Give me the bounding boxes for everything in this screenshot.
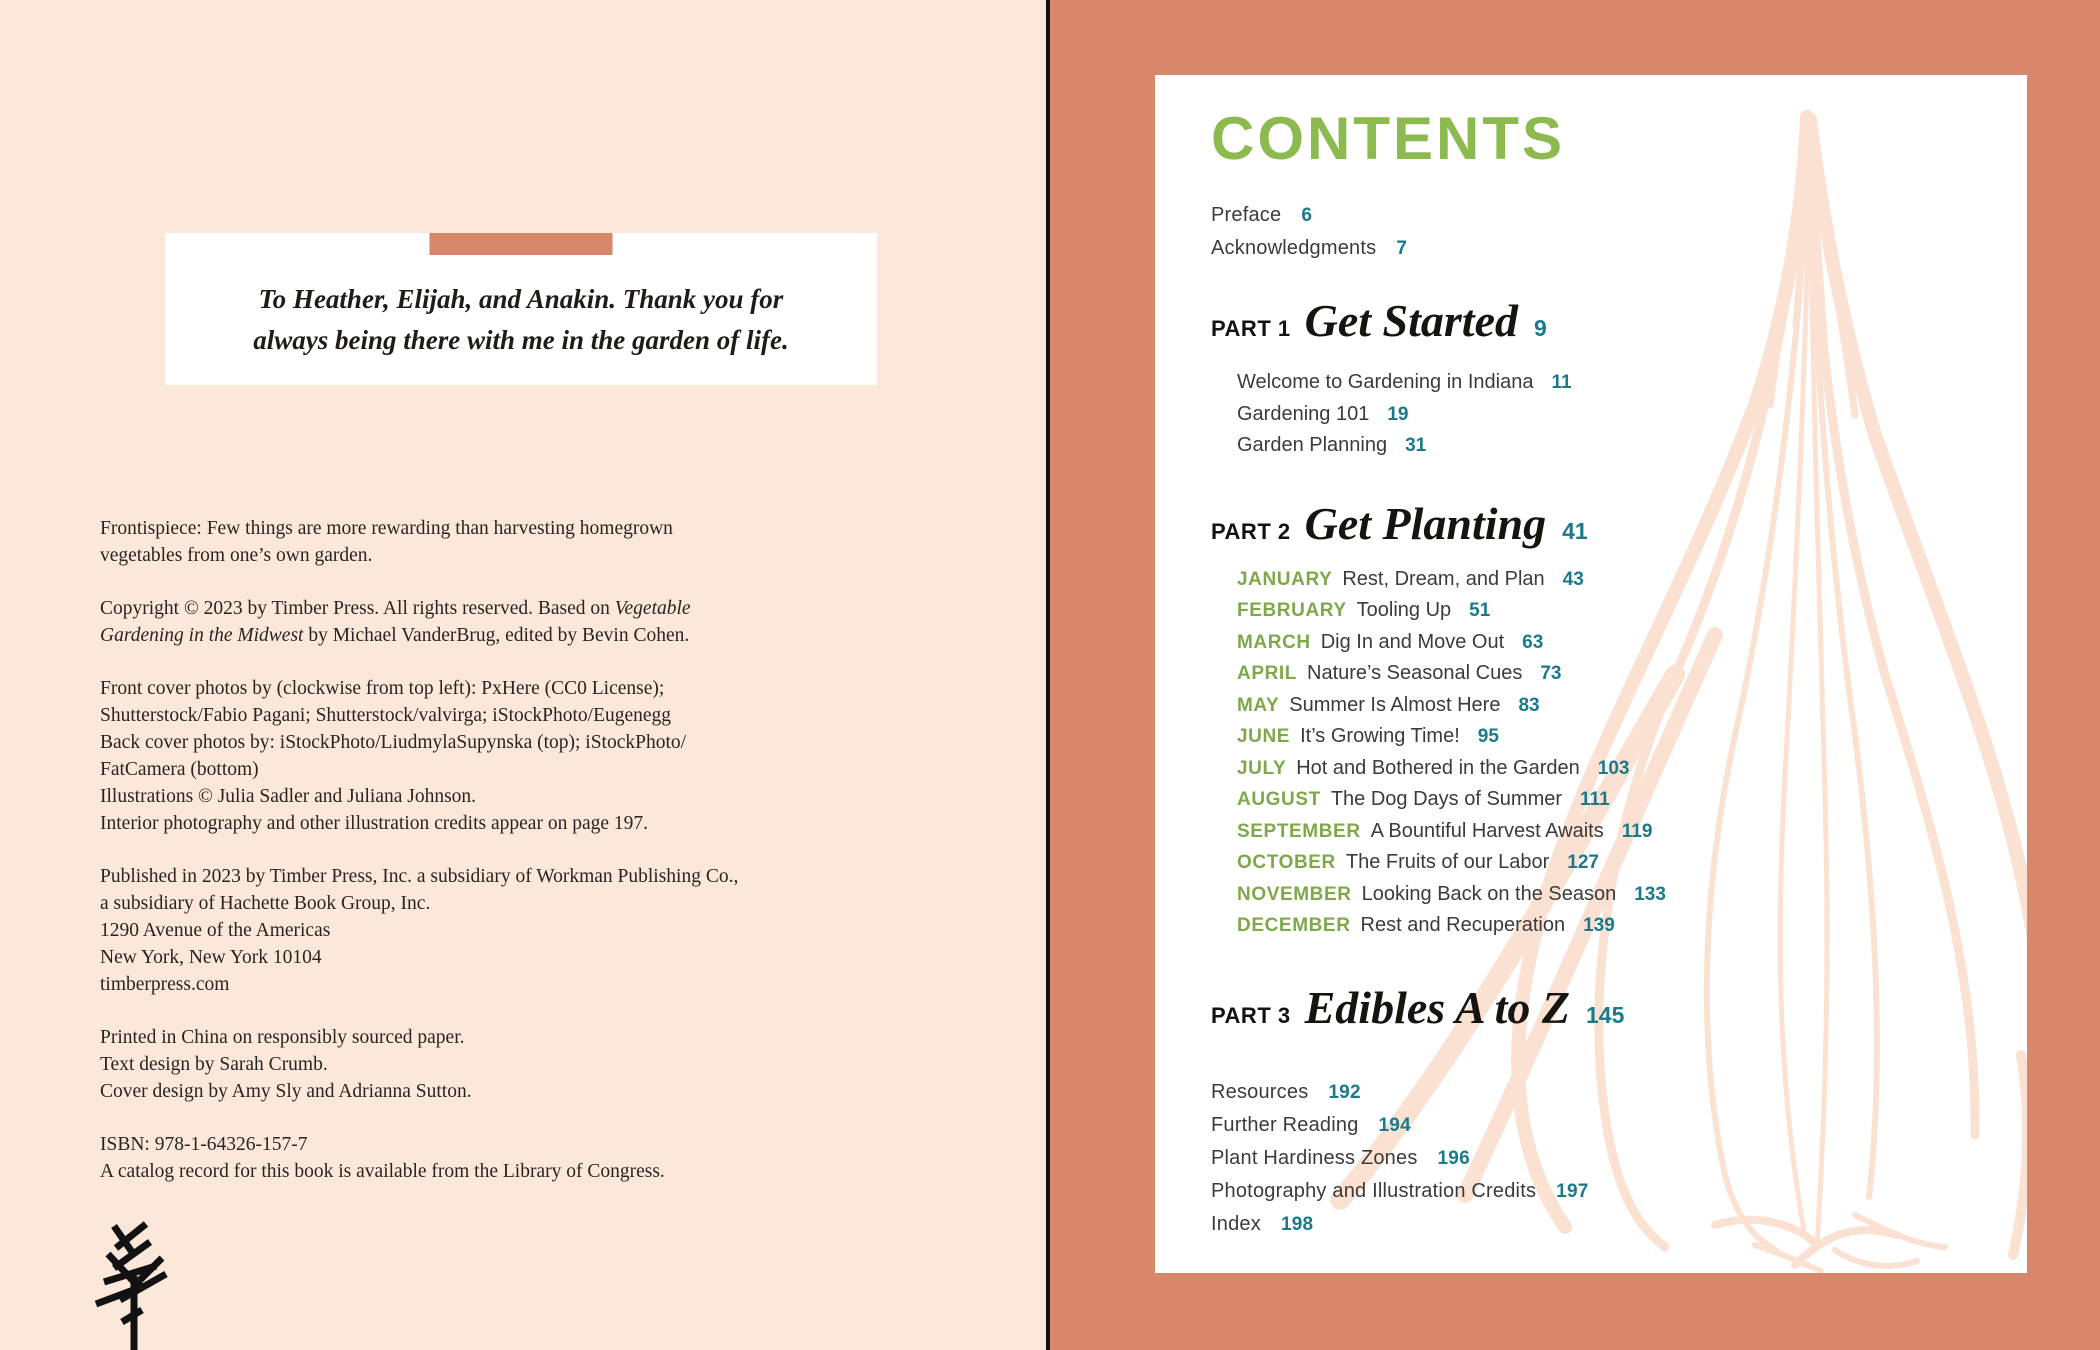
toc-entry-page: 133: [1634, 883, 1666, 905]
toc-entry: [1237, 399, 1991, 431]
toc-entry: [1237, 816, 1991, 848]
toc-entry: [1237, 367, 1991, 399]
toc-entry-label: Tooling Up: [1356, 599, 1452, 621]
copyright-page: [0, 0, 1046, 1350]
colophon: [100, 515, 780, 1211]
toc-entry-label: Resources: [1211, 1080, 1309, 1103]
toc-entry: [1237, 627, 1991, 659]
toc-entry-label: Looking Back on the Season: [1361, 882, 1617, 905]
toc-entry-label: Further Reading: [1211, 1113, 1359, 1136]
book-title-part: Vegetable: [614, 598, 691, 619]
part-2-header: [1211, 498, 1991, 558]
month-label: DECEMBER: [1237, 915, 1351, 936]
toc-entry: [1211, 199, 1991, 232]
toc-entry-label: Dig In and Move Out: [1320, 630, 1505, 653]
toc-entry-page: 192: [1328, 1081, 1361, 1103]
toc-entry-label: Plant Hardiness Zones: [1211, 1146, 1418, 1169]
frontispiece-note: [100, 515, 780, 569]
book-title-part: Gardening in the Midwest: [100, 625, 304, 646]
isbn-block: [100, 1131, 780, 1185]
month-label: SEPTEMBER: [1237, 820, 1361, 842]
toc-entry-page: 6: [1301, 205, 1313, 226]
dedication-line: always being there with me in the garden of life.: [253, 325, 789, 355]
toc-entry-page: 198: [1280, 1213, 1314, 1235]
toc-entry-page: 111: [1580, 789, 1610, 810]
toc-entry-page: 43: [1562, 568, 1584, 590]
copyright-post: by Michael VanderBrug, edited by Bevin Cohen.: [303, 625, 690, 646]
part-3-header: [1211, 982, 1991, 1042]
toc-entry: [1237, 595, 1991, 627]
month-label: JUNE: [1237, 726, 1291, 747]
text-line: 1290 Avenue of the Americas: [100, 920, 331, 941]
toc-entry: [1211, 1175, 1991, 1208]
toc-entry-page: 11: [1551, 372, 1572, 393]
toc-entry-page: 127: [1567, 852, 1599, 873]
month-label: JANUARY: [1237, 568, 1333, 590]
text-line: vegetables from one’s own garden.: [100, 545, 373, 566]
toc-entry: [1237, 847, 1991, 879]
part-page: 145: [1586, 1001, 1625, 1028]
text-line: Cover design by Amy Sly and Adrianna Sutton.: [100, 1081, 472, 1102]
toc-entry-label: Photography and Illustration Credits: [1211, 1179, 1537, 1202]
toc-entry-label: Gardening 101: [1237, 402, 1370, 425]
toc-entry-label: Welcome to Gardening in Indiana: [1237, 371, 1534, 393]
toc-entry: [1211, 1142, 1991, 1175]
part-label: PART 3: [1211, 1002, 1291, 1028]
copyright-note: [100, 595, 780, 649]
toc-entry: [1211, 1208, 1991, 1241]
toc-entry-label: Rest, Dream, and Plan: [1342, 567, 1545, 590]
part-page: 41: [1562, 517, 1588, 544]
toc-entry-label: Garden Planning: [1237, 434, 1388, 456]
toc-entry: [1237, 753, 1991, 785]
text-line: Printed in China on responsibly sourced paper.: [100, 1027, 465, 1048]
text-line: Back cover photos by: iStockPhoto/LiudmylaSupynska (top); iStockPhoto/: [100, 732, 687, 753]
toc-entry-label: The Dog Days of Summer: [1330, 788, 1563, 810]
front-matter-list: [1211, 199, 1991, 265]
month-label: FEBRUARY: [1237, 600, 1347, 621]
toc-entry: [1211, 232, 1991, 265]
toc-entry-page: 19: [1387, 403, 1409, 425]
publisher-url: timberpress.com: [100, 974, 230, 995]
text-line: Published in 2023 by Timber Press, Inc. a subsidiary of Workman Publishing Co.,: [100, 866, 739, 887]
text-line: [100, 595, 780, 622]
part-1-header: [1211, 295, 1991, 355]
toc-entry: [1237, 784, 1991, 816]
toc-entry: [1237, 690, 1991, 722]
contents-title: CONTENTS: [1211, 105, 1565, 172]
toc-entry: [1237, 430, 1991, 462]
toc-entry-page: 51: [1469, 600, 1491, 621]
copyright-pre: Copyright © 2023 by Timber Press. All rights reserved. Based on: [100, 598, 615, 619]
part-title: Edibles A to Z: [1304, 981, 1570, 1033]
toc-entry: [1237, 658, 1991, 690]
toc-entry: [1211, 1076, 1991, 1109]
text-line: New York, New York 10104: [100, 947, 322, 968]
toc-entry-page: 139: [1583, 915, 1615, 936]
toc-entry-label: Hot and Bothered in the Garden: [1296, 756, 1580, 779]
dedication-box: [165, 233, 877, 385]
twig-icon: [62, 1218, 212, 1350]
month-label: AUGUST: [1237, 789, 1321, 810]
production-credits: [100, 1024, 780, 1105]
text-line: Shutterstock/Fabio Pagani; Shutterstock/valvirga; iStockPhoto/Eugenegg: [100, 705, 672, 726]
part-title: Get Planting: [1304, 497, 1547, 549]
toc-entry-label: The Fruits of our Labor: [1345, 851, 1550, 873]
text-line: Text design by Sarah Crumb.: [100, 1054, 328, 1075]
month-label: MAY: [1237, 694, 1280, 716]
text-line: a subsidiary of Hachette Book Group, Inc.: [100, 893, 431, 914]
toc-entry: [1237, 564, 1991, 596]
toc-entry-label: Rest and Recuperation: [1360, 914, 1566, 936]
contents-card: [1155, 75, 2027, 1273]
text-line: A catalog record for this book is available from the Library of Congress.: [100, 1161, 665, 1182]
month-label: OCTOBER: [1237, 852, 1336, 873]
toc-entry: [1211, 1109, 1991, 1142]
toc-entry: [1237, 879, 1991, 911]
table-of-contents: [1211, 75, 1991, 1241]
text-line: [100, 622, 780, 649]
month-label: APRIL: [1237, 663, 1297, 684]
part-page: 9: [1534, 315, 1547, 341]
toc-entry-page: 7: [1396, 238, 1408, 259]
dedication-line: To Heather, Elijah, and Anakin. Thank you for: [258, 284, 784, 314]
toc-entry-label: A Bountiful Harvest Awaits: [1370, 819, 1604, 842]
toc-entry-page: 197: [1556, 1180, 1589, 1202]
toc-entry-label: Summer Is Almost Here: [1289, 693, 1501, 716]
back-matter-list: [1211, 1076, 1991, 1241]
toc-entry-page: 31: [1405, 435, 1427, 456]
dedication-text: [165, 279, 877, 361]
part-2-items: [1237, 564, 1991, 942]
toc-entry-page: 103: [1597, 757, 1630, 779]
toc-entry-page: 63: [1522, 631, 1544, 653]
toc-entry-page: 95: [1477, 726, 1499, 747]
toc-entry-page: 194: [1378, 1114, 1411, 1136]
part-label: PART 1: [1211, 316, 1291, 341]
toc-entry-page: 119: [1621, 820, 1653, 842]
text-line: Illustrations © Julia Sadler and Juliana Johnson.: [100, 786, 477, 807]
toc-entry-label: Preface: [1211, 204, 1282, 226]
toc-entry-label: Index: [1211, 1212, 1261, 1235]
toc-entry-label: Nature’s Seasonal Cues: [1307, 662, 1523, 684]
toc-entry-label: It’s Growing Time!: [1300, 725, 1460, 747]
dedication-tab: [430, 233, 613, 255]
isbn-number: ISBN: 978-1-64326-157-7: [100, 1134, 308, 1155]
month-label: NOVEMBER: [1237, 883, 1352, 905]
photo-credits: [100, 675, 780, 837]
toc-entry-page: 196: [1437, 1147, 1470, 1169]
part-title: Get Started: [1304, 295, 1518, 346]
contents-page: [1050, 0, 2100, 1350]
part-label: PART 2: [1211, 518, 1291, 544]
toc-entry-label: Acknowledgments: [1211, 237, 1377, 259]
toc-entry: [1237, 721, 1991, 753]
toc-entry-page: 83: [1518, 694, 1540, 716]
month-label: JULY: [1237, 757, 1287, 779]
text-line: Front cover photos by (clockwise from top left): PxHere (CC0 License);: [100, 678, 665, 699]
publisher-info: [100, 863, 780, 998]
toc-entry: [1237, 910, 1991, 942]
part-1-items: [1237, 367, 1991, 462]
text-line: Frontispiece: Few things are more rewarding than harvesting homegrown: [100, 518, 673, 539]
month-label: MARCH: [1237, 631, 1311, 653]
toc-entry-page: 73: [1540, 663, 1562, 684]
text-line: FatCamera (bottom): [100, 759, 259, 780]
text-line: Interior photography and other illustration credits appear on page 197.: [100, 813, 648, 834]
